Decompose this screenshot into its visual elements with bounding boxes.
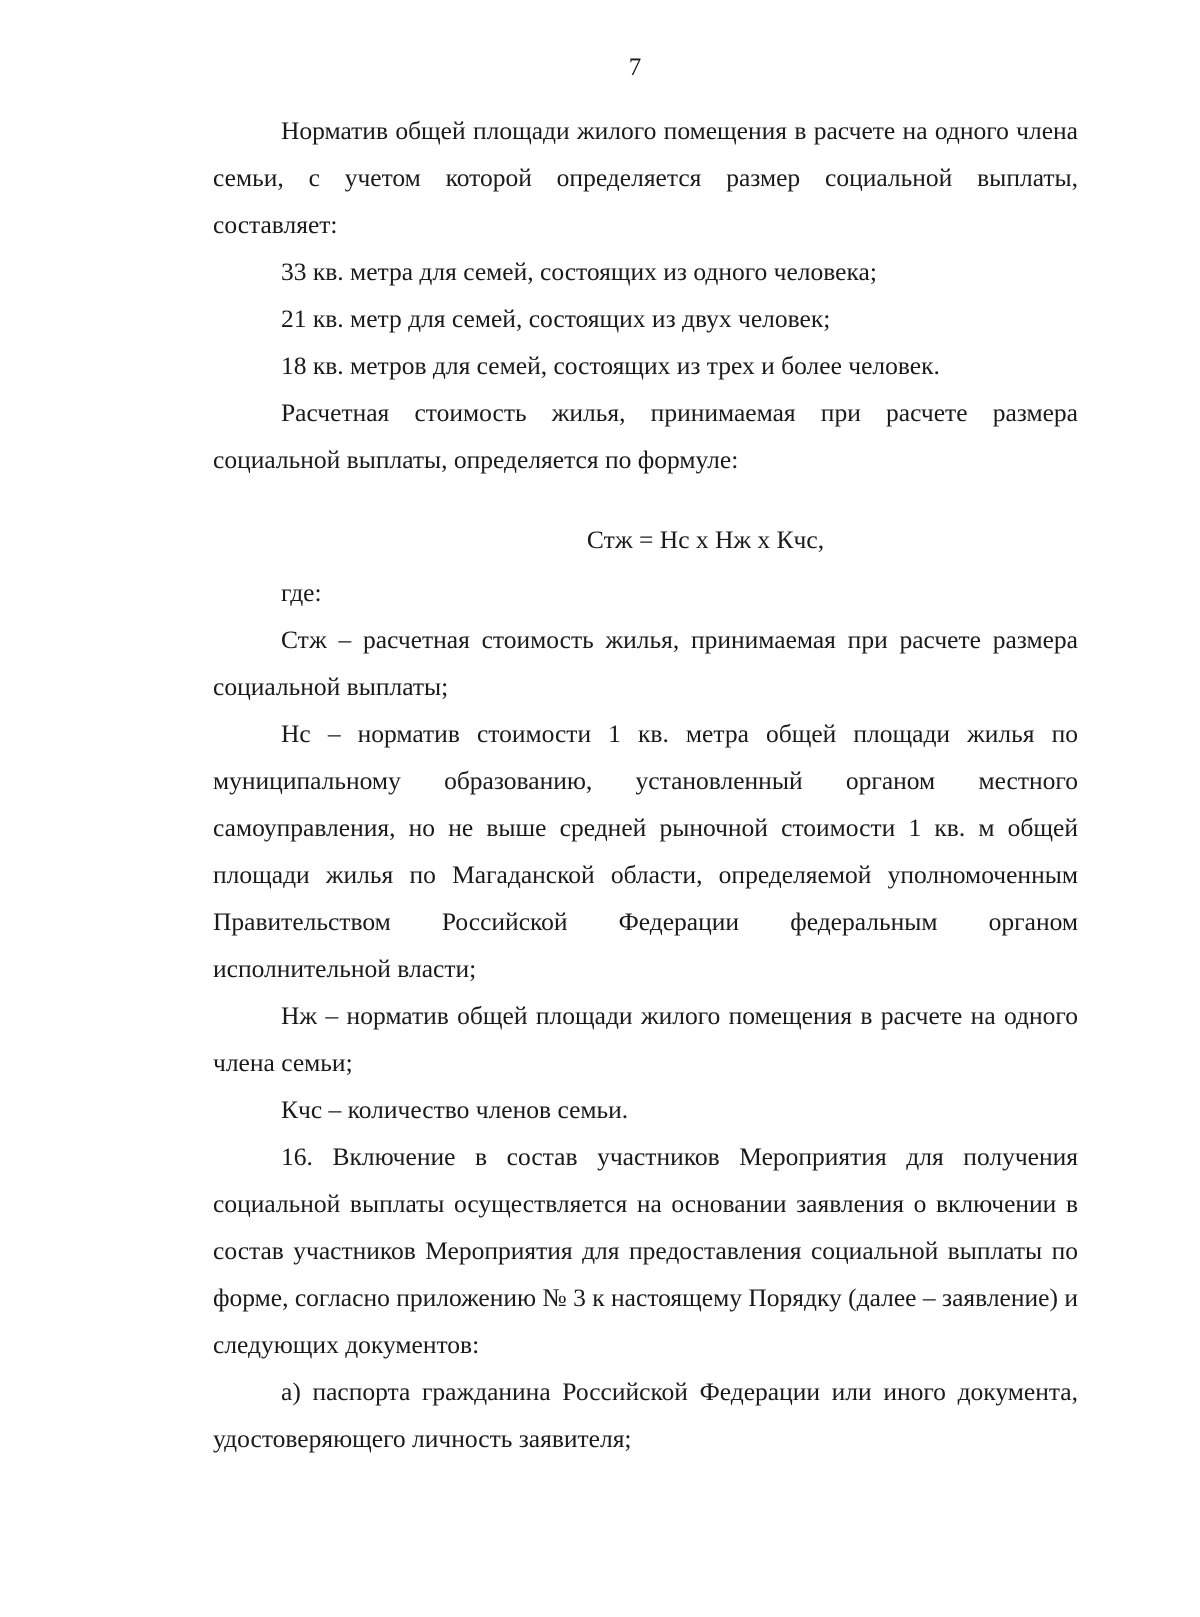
paragraph-norm-area: Норматив общей площади жилого помещения в расчете на одного члена семьи, с учетом которой определяется размер социальной выплаты, составляет:: [213, 116, 1078, 239]
paragraph-estimated-cost: Расчетная стоимость жилья, принимаемая при расчете размера социальной выплаты, определяется по формуле:: [213, 398, 1078, 474]
document-body: [213, 107, 1078, 1462]
paragraph-item-a: а) паспорта гражданина Российской Федерации или иного документа, удостоверяющего личность заявителя;: [213, 1377, 1078, 1453]
paragraph-item-16: 16. Включение в состав участников Мероприятия для получения социальной выплаты осуществляется на основании заявления о включении в состав участников Мероприятия для предоставления социальной выплаты по форме, согласно приложению № 3 к настоящему Порядку (далее – заявление) и следующих документов:: [213, 1142, 1078, 1359]
paragraph-nzh-definition: Нж – норматив общей площади жилого помещения в расчете на одного члена семьи;: [213, 1001, 1078, 1077]
paragraph-21-sqm: 21 кв. метр для семей, состоящих из двух человек;: [281, 304, 831, 333]
paragraph-18-sqm: 18 кв. метров для семей, состоящих из трех и более человек.: [281, 351, 940, 380]
paragraph-33-sqm: 33 кв. метра для семей, состоящих из одного человека;: [281, 257, 877, 286]
paragraph-stzh-definition: Стж – расчетная стоимость жилья, принимаемая при расчете размера социальной выплаты;: [213, 625, 1078, 701]
paragraph-ns-definition: Нс – норматив стоимости 1 кв. метра общей площади жилья по муниципальному образованию, установленный органом местного самоуправления, но не выше средней рыночной стоимости 1 кв. м общей площади жилья по Магаданской области, определяемой уполномоченным Правительством Российской Федерации федеральным органом исполнительной власти;: [213, 719, 1078, 983]
paragraph-where: где:: [281, 578, 322, 607]
page-number: 7: [628, 54, 642, 81]
paragraph-kchs-definition: Кчс – количество членов семьи.: [281, 1095, 629, 1124]
formula: Стж = Нс х Нж х Кчс,: [586, 525, 825, 554]
